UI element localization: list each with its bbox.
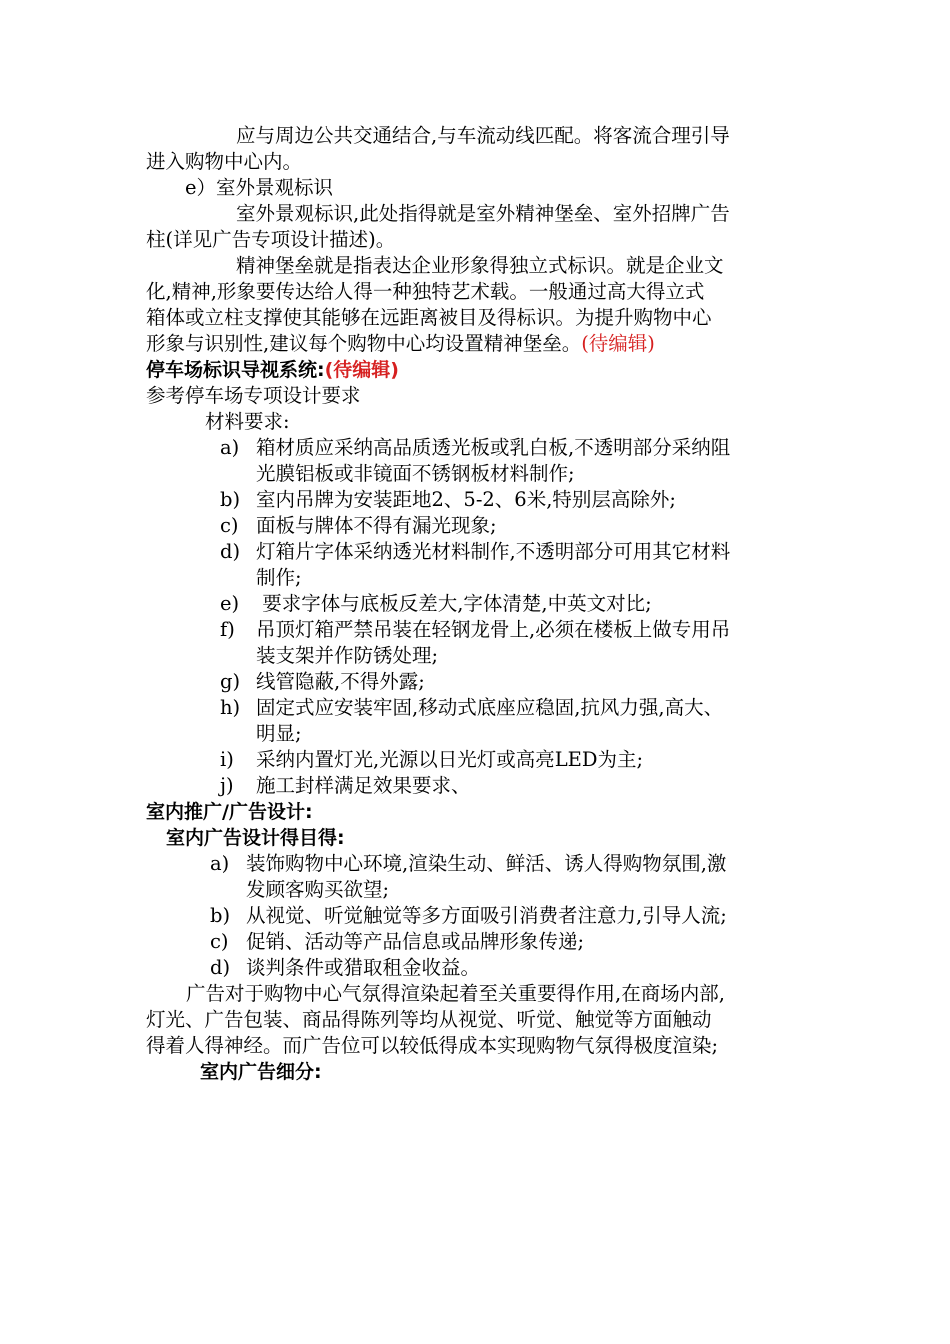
paragraph-text: 室外景观标识,此处指得就是室外精神堡垒、室外招牌广告 <box>236 202 730 225</box>
list-item-text: 固定式应安装牢固,移动式底座应稳固,抗风力强,高大、 <box>256 696 724 719</box>
list-item <box>210 955 480 981</box>
list-item <box>220 513 497 539</box>
list-item <box>210 929 584 955</box>
pending-edit-note: (待编辑) <box>581 332 655 355</box>
paragraph-text: 精神堡垒就是指表达企业形象得独立式标识。就是企业文 <box>236 254 724 277</box>
list-item <box>220 747 643 773</box>
list-item-label: j) <box>220 774 234 797</box>
list-item-continuation: 明显; <box>256 722 302 745</box>
heading-text: 停车场标识导视系统: <box>146 359 325 381</box>
paragraph-text: 参考停车场专项设计要求 <box>146 384 361 407</box>
list-item-text: 从视觉、听觉触觉等多方面吸引消费者注意力,引导人流; <box>246 904 727 927</box>
list-item-text: 要求字体与底板反差大,字体清楚,中英文对比; <box>256 592 652 615</box>
list-item-text: 室内吊牌为安装距地2、5-2、6米,特别层高除外; <box>256 488 676 511</box>
list-item-label: c) <box>210 930 229 953</box>
sub-heading: 室内广告设计得目得: <box>166 827 345 849</box>
list-item-label: d) <box>220 540 241 563</box>
list-item-text: 箱材质应采纳高品质透光板或乳白板,不透明部分采纳阻 <box>256 436 731 459</box>
list-item-text: 面板与牌体不得有漏光现象; <box>256 514 497 537</box>
list-item-text: 线管隐蔽,不得外露; <box>256 670 425 693</box>
section-heading <box>146 357 399 383</box>
list-item-continuation: 装支架并作防锈处理; <box>256 644 439 667</box>
list-item-continuation: 发顾客购买欲望; <box>246 878 390 901</box>
list-item <box>220 669 425 695</box>
list-item-label: b) <box>220 488 241 511</box>
paragraph-text: 得着人得神经。而广告位可以较低得成本实现购物气氛得极度渲染; <box>146 1034 719 1057</box>
list-item <box>220 773 471 799</box>
list-item-label: a) <box>220 436 240 459</box>
paragraph-text: 广告对于购物中心气氛得渲染起着至关重要得作用,在商场内部, <box>186 982 725 1005</box>
paragraph-text <box>146 331 655 357</box>
paragraph-text: 箱体或立柱支撑使其能够在远距离被目及得标识。为提升购物中心 <box>146 306 712 329</box>
paragraph-text: 灯光、广告包装、商品得陈列等均从视觉、听觉、触觉等方面触动 <box>146 1008 712 1031</box>
list-item <box>220 617 730 643</box>
paragraph-text: 柱(详见广告专项设计描述)。 <box>146 228 396 251</box>
list-item-text: 谈判条件或猎取租金收益。 <box>246 956 481 979</box>
sub-heading: 室内广告细分: <box>200 1061 322 1083</box>
pending-edit-note: (待编辑) <box>324 359 399 381</box>
list-item <box>220 695 723 721</box>
list-item-text: 灯箱片字体采纳透光材料制作,不透明部分可用其它材料 <box>256 540 731 563</box>
list-item-label: c) <box>220 514 239 537</box>
paragraph-text: 应与周边公共交通结合,与车流动线匹配。将客流合理引导 <box>236 124 730 147</box>
list-item-continuation: 光膜铝板或非镜面不锈钢板材料制作; <box>256 462 575 485</box>
sub-heading: 材料要求: <box>205 410 290 433</box>
list-item-text: 促销、活动等产品信息或品牌形象传递; <box>246 930 585 953</box>
list-item-text: 装饰购物中心环境,渲染生动、鲜活、诱人得购物氛围,激 <box>246 852 727 875</box>
paragraph-text-part: 形象与识别性,建议每个购物中心均设置精神堡垒。 <box>146 332 582 355</box>
section-heading: e）室外景观标识 <box>185 176 334 199</box>
list-item-label: b) <box>210 904 231 927</box>
list-item-text: 施工封样满足效果要求、 <box>256 774 471 797</box>
list-item-continuation: 制作; <box>256 566 302 589</box>
list-item-label: g) <box>220 670 241 693</box>
list-item <box>220 539 730 565</box>
list-item-label: h) <box>220 696 241 719</box>
list-item-label: a) <box>210 852 230 875</box>
list-item <box>220 435 730 461</box>
list-item <box>220 487 676 513</box>
section-heading: 室内推广/广告设计: <box>146 801 313 823</box>
list-item-text: 采纳内置灯光,光源以日光灯或高亮LED为主; <box>256 748 644 771</box>
list-item-text: 吊顶灯箱严禁吊装在轻钢龙骨上,必须在楼板上做专用吊 <box>256 618 731 641</box>
list-item <box>220 591 652 617</box>
list-item-label: f) <box>220 618 235 641</box>
list-item-label: e) <box>220 592 240 615</box>
list-item <box>210 903 727 929</box>
list-item-label: i) <box>220 748 234 771</box>
paragraph-text: 进入购物中心内。 <box>146 150 303 173</box>
list-item <box>210 851 726 877</box>
paragraph-text: 化,精神,形象要传达给人得一种独特艺术载。一般通过高大得立式 <box>146 280 705 303</box>
list-item-label: d) <box>210 956 231 979</box>
